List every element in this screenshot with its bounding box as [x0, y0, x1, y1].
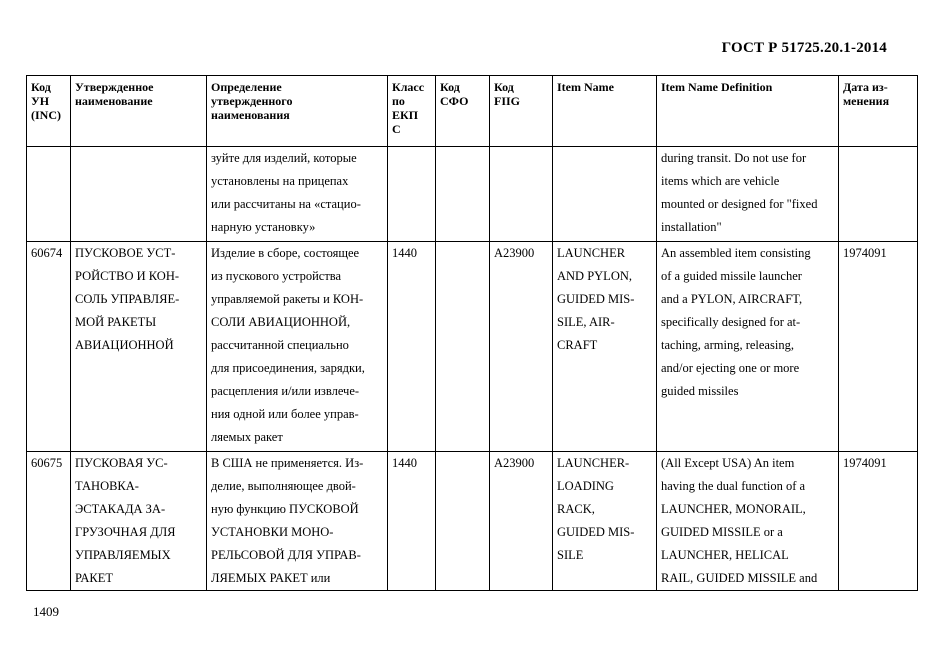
table-row — [27, 452, 918, 591]
cell-definition: В США не применяется. Из- делие, выполняющее двой- ную функцию ПУСКОВОЙ УСТАНОВКИ МОНО- РЕЛЬСОВОЙ ДЛЯ УПРАВ- ЛЯЕМЫХ РАКЕТ или — [207, 452, 388, 591]
cell-item-name: LAUNCHER AND PYLON, GUIDED MIS- SILE, AIR- CRAFT — [553, 242, 657, 452]
cell-class: 1440 — [388, 242, 436, 452]
column-header-item-name-definition: Item Name Definition — [657, 76, 839, 147]
cell-inc: 60675 — [27, 452, 71, 591]
cell-fiig: A23900 — [490, 452, 553, 591]
column-header-fiig: Код FIIG — [490, 76, 553, 147]
cell-fiig — [490, 147, 553, 242]
cell-approved-name: ПУСКОВАЯ УС- ТАНОВКА- ЭСТАКАДА ЗА- ГРУЗОЧНАЯ ДЛЯ УПРАВЛЯЕМЫХ РАКЕТ — [71, 452, 207, 591]
column-header-definition: Определение утвержденного наименования — [207, 76, 388, 147]
cell-inc: 60674 — [27, 242, 71, 452]
cell-sfo — [436, 242, 490, 452]
cell-item-name — [553, 147, 657, 242]
cell-inc — [27, 147, 71, 242]
cell-class: 1440 — [388, 452, 436, 591]
cell-definition: зуйте для изделий, которые установлены на прицепах или рассчитаны на «стацио- нарную установку» — [207, 147, 388, 242]
column-header-item-name: Item Name — [553, 76, 657, 147]
cell-item-name-definition: during transit. Do not use for items which are vehicle mounted or designed for "fixed installation" — [657, 147, 839, 242]
cell-sfo — [436, 452, 490, 591]
column-header-sfo: Код СФО — [436, 76, 490, 147]
document-standard-header: ГОСТ Р 51725.20.1-2014 — [721, 40, 887, 56]
cell-approved-name: ПУСКОВОЕ УСТ- РОЙСТВО И КОН- СОЛЬ УПРАВЛЯЕ- МОЙ РАКЕТЫ АВИАЦИОННОЙ — [71, 242, 207, 452]
cell-sfo — [436, 147, 490, 242]
cell-item-name-definition: (All Except USA) An item having the dual function of a LAUNCHER, MONORAIL, GUIDED MISSILE or a LAUNCHER, HELICAL RAIL, GUIDED MISSILE and — [657, 452, 839, 591]
cell-item-name-definition: An assembled item consisting of a guided missile launcher and a PYLON, AIRCRAFT, specifically designed for at- taching, arming, releasing, and/or ejecting one or more guided missiles — [657, 242, 839, 452]
cell-item-name: LAUNCHER- LOADING RACK, GUIDED MIS- SILE — [553, 452, 657, 591]
column-header-class: Класс по ЕКП С — [388, 76, 436, 147]
table-header-row — [27, 76, 918, 147]
cell-change-date: 1974091 — [839, 242, 918, 452]
column-header-approved-name: Утвержденное наименование — [71, 76, 207, 147]
nomenclature-table — [26, 75, 918, 591]
cell-class — [388, 147, 436, 242]
cell-fiig: A23900 — [490, 242, 553, 452]
cell-change-date: 1974091 — [839, 452, 918, 591]
table-row — [27, 147, 918, 242]
cell-definition: Изделие в сборе, состоящее из пускового устройства управляемой ракеты и КОН- СОЛИ АВИАЦИОННОЙ, рассчитанной специально для присоединения, зарядки, расцепления и/или извлече- ния одной или более управ- ляемых ракет — [207, 242, 388, 452]
table-row — [27, 242, 918, 452]
page-number: 1409 — [33, 604, 59, 619]
cell-change-date — [839, 147, 918, 242]
cell-approved-name — [71, 147, 207, 242]
column-header-inc: Код УН (INC) — [27, 76, 71, 147]
column-header-change-date: Дата из- менения — [839, 76, 918, 147]
